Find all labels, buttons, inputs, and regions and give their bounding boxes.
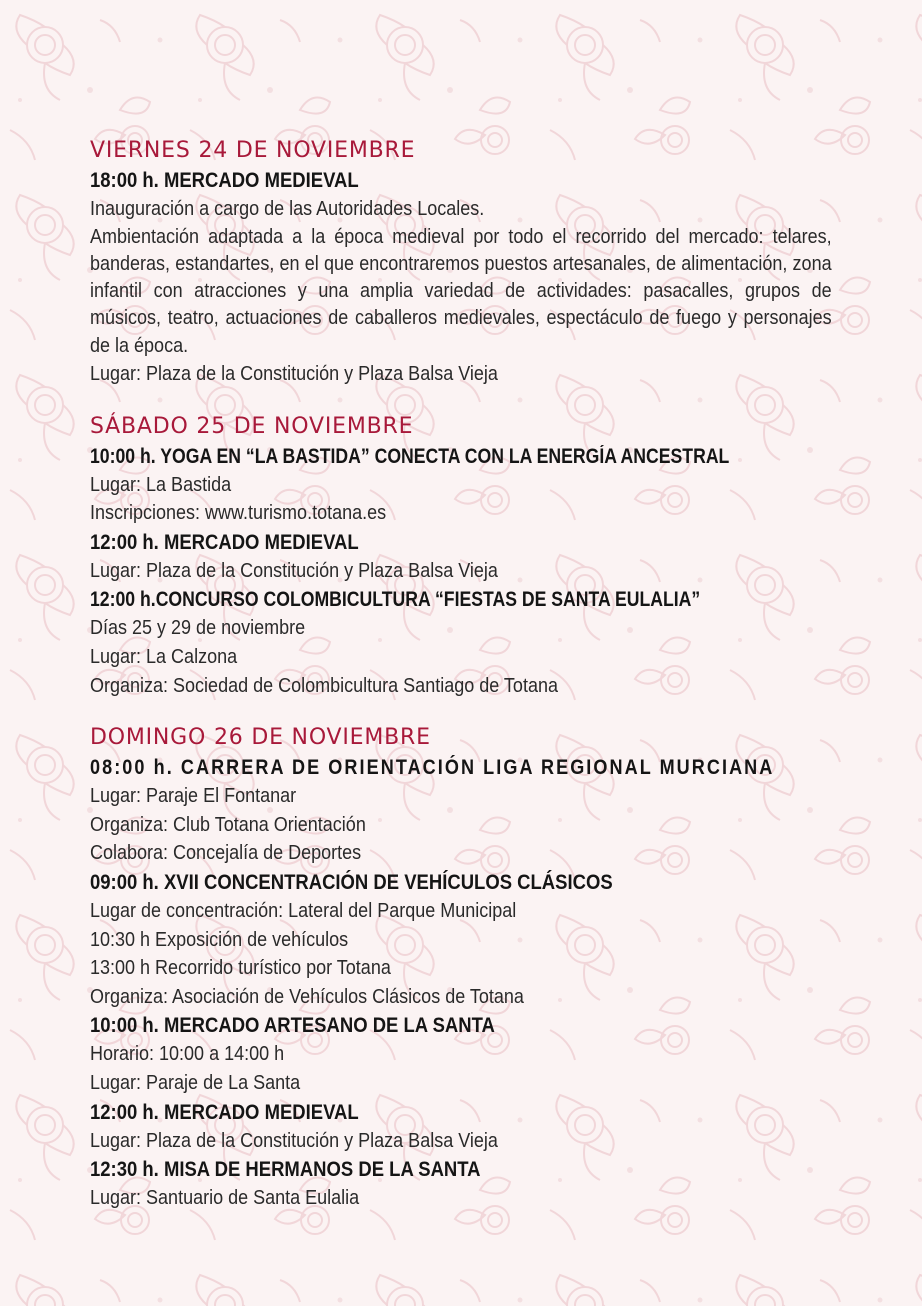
event-title: 12:00 h. MERCADO MEDIEVAL [90, 1100, 359, 1124]
event-title: 10:00 h. YOGA EN “LA BASTIDA” CONECTA CON LA ENERGÍA ANCESTRAL [90, 444, 730, 468]
event-detail: 13:00 h Recorrido turístico por Totana [90, 957, 391, 980]
day-section [90, 412, 832, 701]
event-title: 10:00 h. MERCADO ARTESANO DE LA SANTA [90, 1014, 495, 1038]
event-detail: Lugar: La Calzona [90, 646, 238, 669]
event-detail: Organiza: Sociedad de Colombicultura Santiago de Totana [90, 674, 558, 697]
day-section [90, 136, 832, 389]
event-location: Lugar: Plaza de la Constitución y Plaza Balsa Vieja [90, 363, 498, 386]
day-title: VIERNES 24 DE NOVIEMBRE [90, 138, 416, 163]
event-detail: 10:30 h Exposición de vehículos [90, 928, 349, 951]
event-detail: Inauguración a cargo de las Autoridades Locales. [90, 198, 485, 220]
event-detail: Lugar: Santuario de Santa Eulalia [90, 1187, 360, 1210]
event-title: 12:00 h.CONCURSO COLOMBICULTURA “FIESTAS DE SANTA EULALIA” [90, 588, 701, 612]
event-title: 12:00 h. MERCADO MEDIEVAL [90, 530, 359, 554]
event-detail: Lugar: Plaza de la Constitución y Plaza Balsa Vieja [90, 559, 498, 582]
event-detail: Organiza: Club Totana Orientación [90, 813, 366, 836]
event-title: 18:00 h. MERCADO MEDIEVAL [90, 169, 359, 192]
day-title: DOMINGO 26 DE NOVIEMBRE [90, 725, 431, 751]
program-content [90, 136, 832, 1213]
event-detail: Lugar de concentración: Lateral del Parque Municipal [90, 900, 517, 923]
event-detail: Lugar: Paraje de La Santa [90, 1071, 301, 1094]
event-detail: Lugar: La Bastida [90, 473, 232, 496]
event-detail: Inscripciones: www.turismo.totana.es [90, 502, 387, 525]
event-detail: Días 25 y 29 de noviembre [90, 617, 306, 640]
day-title: SÁBADO 25 DE NOVIEMBRE [90, 413, 414, 439]
event-detail: Organiza: Asociación de Vehículos Clásicos de Totana [90, 985, 524, 1008]
day-section [90, 723, 832, 1213]
event-title: 12:30 h. MISA DE HERMANOS DE LA SANTA [90, 1158, 481, 1182]
event-title: 09:00 h. XVII CONCENTRACIÓN DE VEHÍCULOS CLÁSICOS [90, 871, 613, 895]
event-detail: Horario: 10:00 a 14:00 h [90, 1043, 285, 1066]
event-detail: Lugar: Paraje El Fontanar [90, 785, 297, 808]
event-description: Ambientación adaptada a la época medieval por todo el recorrido del mercado: telares, banderas, estandartes, en el que encontraremos puestos artesanales, de alimentación, zona infantil con atracciones y una amplia variedad de actividades: pasacalles, grupos de músicos, teatro, actuaciones de caballeros medievales, espectáculo de fuego y personajes de la época. [90, 225, 832, 357]
event-detail: Colabora: Concejalía de Deportes [90, 842, 362, 865]
event-title: 08:00 h. CARRERA DE ORIENTACIÓN LIGA REGIONAL MURCIANA [90, 756, 775, 780]
event-detail: Lugar: Plaza de la Constitución y Plaza Balsa Vieja [90, 1129, 498, 1152]
